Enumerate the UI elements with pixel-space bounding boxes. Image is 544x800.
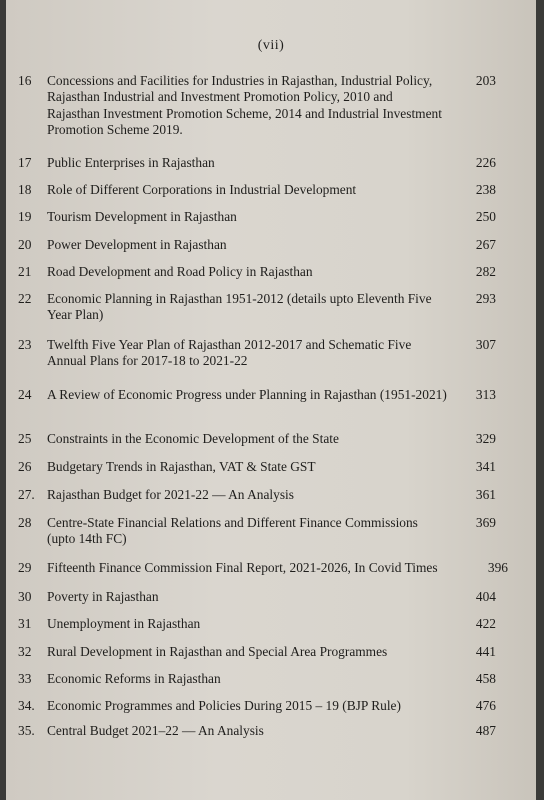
page-number: (vii) <box>257 38 285 53</box>
entry-page: 203 <box>475 73 496 88</box>
entry-page: 487 <box>475 723 496 738</box>
entry-title: Rajasthan Budget for 2021-22 — An Analysis <box>47 487 294 502</box>
entry-number: 17 <box>18 155 32 170</box>
entry-number: 18 <box>18 182 32 197</box>
entry-page: 282 <box>475 264 496 279</box>
entry-page: 369 <box>475 515 496 530</box>
entry-page: 313 <box>475 387 496 402</box>
entry-page: 329 <box>475 431 496 446</box>
entry-title: Central Budget 2021–22 — An Analysis <box>47 723 264 738</box>
entry-number: 19 <box>18 209 32 224</box>
entry-number: 29 <box>18 560 32 575</box>
entry-page: 361 <box>475 487 496 502</box>
entry-number: 30 <box>18 589 32 604</box>
entry-number: 25 <box>18 431 32 446</box>
entry-page: 404 <box>475 589 496 604</box>
entry-title: Road Development and Road Policy in Rajasthan <box>47 264 313 279</box>
entry-title: Economic Reforms in Rajasthan <box>47 671 221 686</box>
entry-title: Economic Planning in Rajasthan 1951-2012 (details upto Eleventh Five Year Plan) <box>47 291 432 323</box>
entry-page: 307 <box>475 337 496 352</box>
entry-number: 16 <box>18 73 32 88</box>
entry-number: 28 <box>18 515 32 530</box>
entry-number: 24 <box>18 387 32 402</box>
entry-page: 226 <box>475 155 496 170</box>
entry-page: 341 <box>475 459 496 474</box>
entry-page: 458 <box>475 671 496 686</box>
entry-title: Economic Programmes and Policies During 2015 – 19 (BJP Rule) <box>47 698 401 713</box>
entry-number: 31 <box>18 616 32 631</box>
entry-title: Centre-State Financial Relations and Different Finance Commissions (upto 14th FC) <box>47 515 418 547</box>
entry-number: 35. <box>18 723 35 738</box>
entry-title: Role of Different Corporations in Industrial Development <box>47 182 357 197</box>
entry-page: 422 <box>475 616 496 631</box>
entry-title: Concessions and Facilities for Industries in Rajasthan, Industrial Policy, Rajasthan Industrial and Investment Promotion Policy, 2010 and Rajasthan Investment Promotion Scheme, 2014 and Industrial Investment Promotion Scheme 2019. <box>47 73 442 138</box>
entry-page: 250 <box>475 209 496 224</box>
entry-page: 396 <box>487 560 508 575</box>
entry-page: 267 <box>475 237 496 252</box>
entry-title: Fifteenth Finance Commission Final Report, 2021-2026, In Covid Times <box>47 560 438 575</box>
entry-title: Tourism Development in Rajasthan <box>47 209 237 224</box>
entry-title: Public Enterprises in Rajasthan <box>47 155 215 170</box>
entry-number: 23 <box>18 337 32 352</box>
entry-number: 33 <box>18 671 32 686</box>
entry-page: 441 <box>475 644 496 659</box>
entry-number: 20 <box>18 237 32 252</box>
entry-number: 27. <box>18 487 35 502</box>
entry-title: Unemployment in Rajasthan <box>47 616 201 631</box>
entry-page: 293 <box>475 291 496 306</box>
entry-page: 238 <box>475 182 496 197</box>
entry-title: Rural Development in Rajasthan and Special Area Programmes <box>47 644 388 659</box>
entry-title: Budgetary Trends in Rajasthan, VAT & State GST <box>47 459 316 474</box>
entry-page: 476 <box>475 698 496 713</box>
entry-number: 26 <box>18 459 32 474</box>
entry-number: 22 <box>18 291 32 306</box>
entry-title: Power Development in Rajasthan <box>47 237 227 252</box>
entry-title: Constraints in the Economic Development of the State <box>47 431 339 446</box>
entry-title: Twelfth Five Year Plan of Rajasthan 2012-2017 and Schematic Five Annual Plans for 2017-18 to 2021-22 <box>47 337 412 369</box>
entry-number: 34. <box>18 698 35 713</box>
book-page <box>6 0 536 800</box>
entry-number: 32 <box>18 644 32 659</box>
entry-title: Poverty in Rajasthan <box>47 589 159 604</box>
entry-title: A Review of Economic Progress under Planning in Rajasthan (1951-2021) <box>47 387 447 402</box>
entry-number: 21 <box>18 264 32 279</box>
